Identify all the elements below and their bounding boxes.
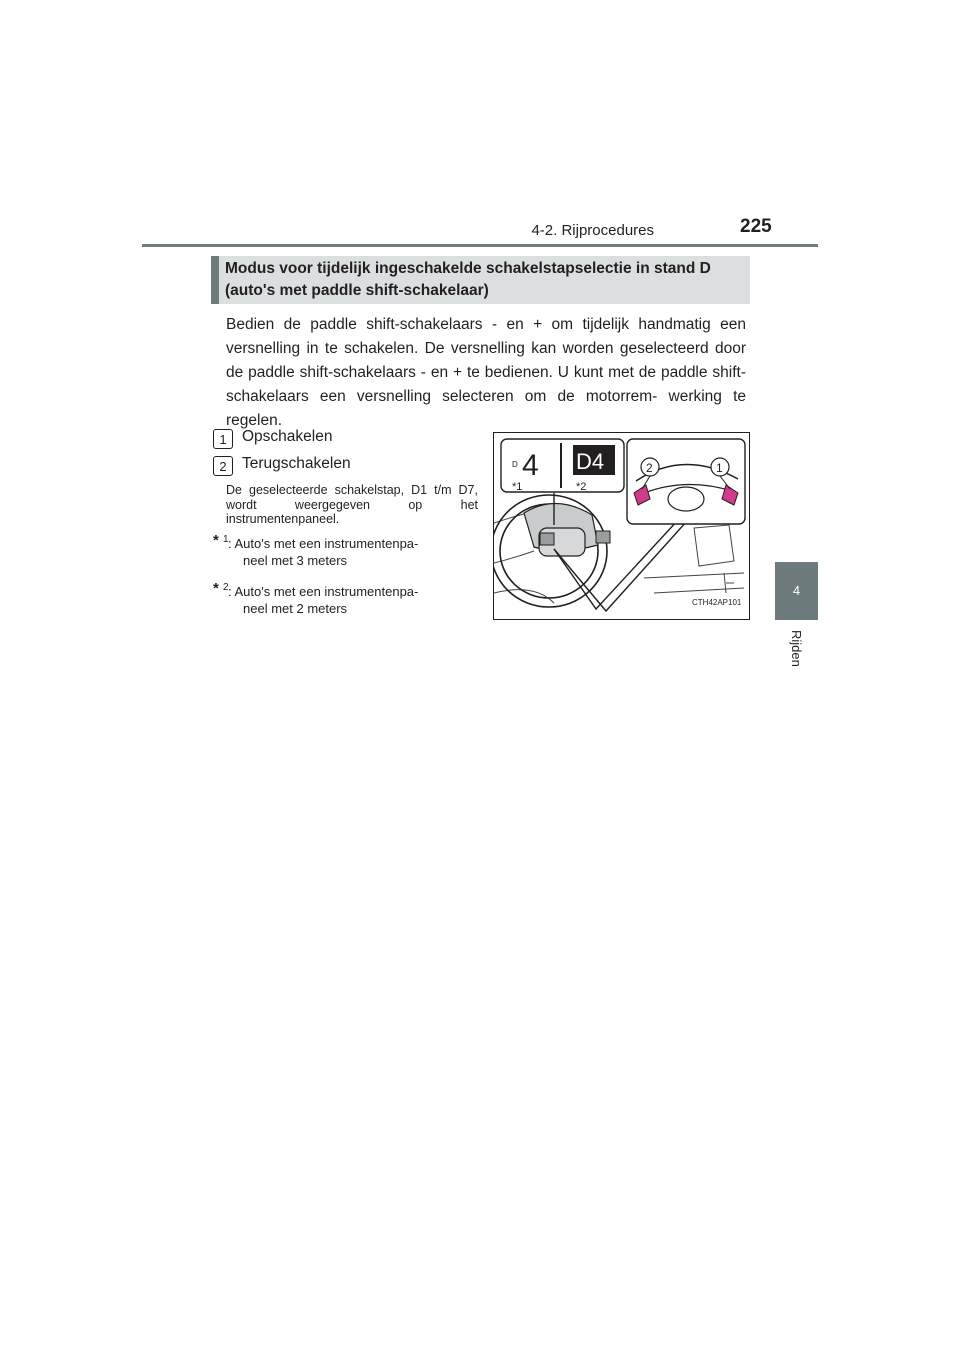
page-number: 225: [740, 216, 772, 237]
display-type-label-2: *2: [576, 481, 587, 493]
numbered-list: [213, 427, 483, 481]
list-item: [213, 454, 483, 481]
item-number-badge: 2: [213, 456, 233, 476]
callout-number-2: 2: [646, 461, 653, 475]
header-divider: [142, 244, 818, 247]
callout-number-1: 1: [716, 461, 723, 475]
footnote-text-line2: neel met 3 meters: [243, 553, 348, 568]
display-type-label-1: *1: [512, 481, 523, 493]
illustration-figure: [493, 432, 750, 620]
chapter-tab: 4: [775, 562, 818, 620]
wheel-detail-hub: [668, 487, 704, 511]
footnote-text-line2: neel met 2 meters: [243, 601, 348, 616]
display-gear-small-letter: D: [512, 460, 518, 469]
display-gear-digit: 4: [522, 449, 539, 482]
list-item: [213, 427, 483, 454]
paddle-right-small: [596, 531, 610, 543]
body-paragraph: Bedien de paddle shift-schakelaars - en + om tijdelijk handmatig een versnelling in te schakelen. De versnelling kan worden geselecteerd door de paddle shift-schakelaars - en + te bedienen. U kunt met de paddle shift-schakelaars een versnelling selecteren om de motorrem- werking te regelen.: [226, 316, 746, 429]
item-number-badge: 1: [213, 429, 233, 449]
chapter-label-text: Rijden: [789, 630, 804, 667]
item-label: Opschakelen: [242, 428, 333, 445]
chapter-label: [788, 630, 808, 690]
note-text: De geselecteerde schakelstap, D1 t/m D7, wordt weergegeven op het instrumentenpaneel.: [226, 483, 478, 526]
section-title: Modus voor tijdelijk ingeschakelde schakelstapselectie in stand D (auto's met paddle shift-schakelaar): [225, 260, 711, 299]
item-label: Terugschakelen: [242, 455, 351, 472]
footnote-mark: *: [213, 532, 219, 549]
section-title-box: [211, 256, 750, 304]
figure-code: CTH42AP101: [692, 598, 742, 607]
footnote-mark: *: [213, 580, 219, 597]
display-d4-text: D4: [576, 449, 605, 474]
footnote-text-line1: : Auto's met een instrumentenpa-: [228, 536, 419, 551]
footnote-number: 1: [223, 534, 229, 545]
footnote-text-line1: : Auto's met een instrumentenpa-: [228, 584, 419, 599]
footnote-number: 2: [223, 582, 229, 593]
header-section-title: 4-2. Rijprocedures: [531, 222, 654, 239]
section-title-bar: [211, 256, 219, 304]
paddle-left-small: [540, 533, 554, 545]
steering-wheel-illustration: [494, 433, 749, 619]
